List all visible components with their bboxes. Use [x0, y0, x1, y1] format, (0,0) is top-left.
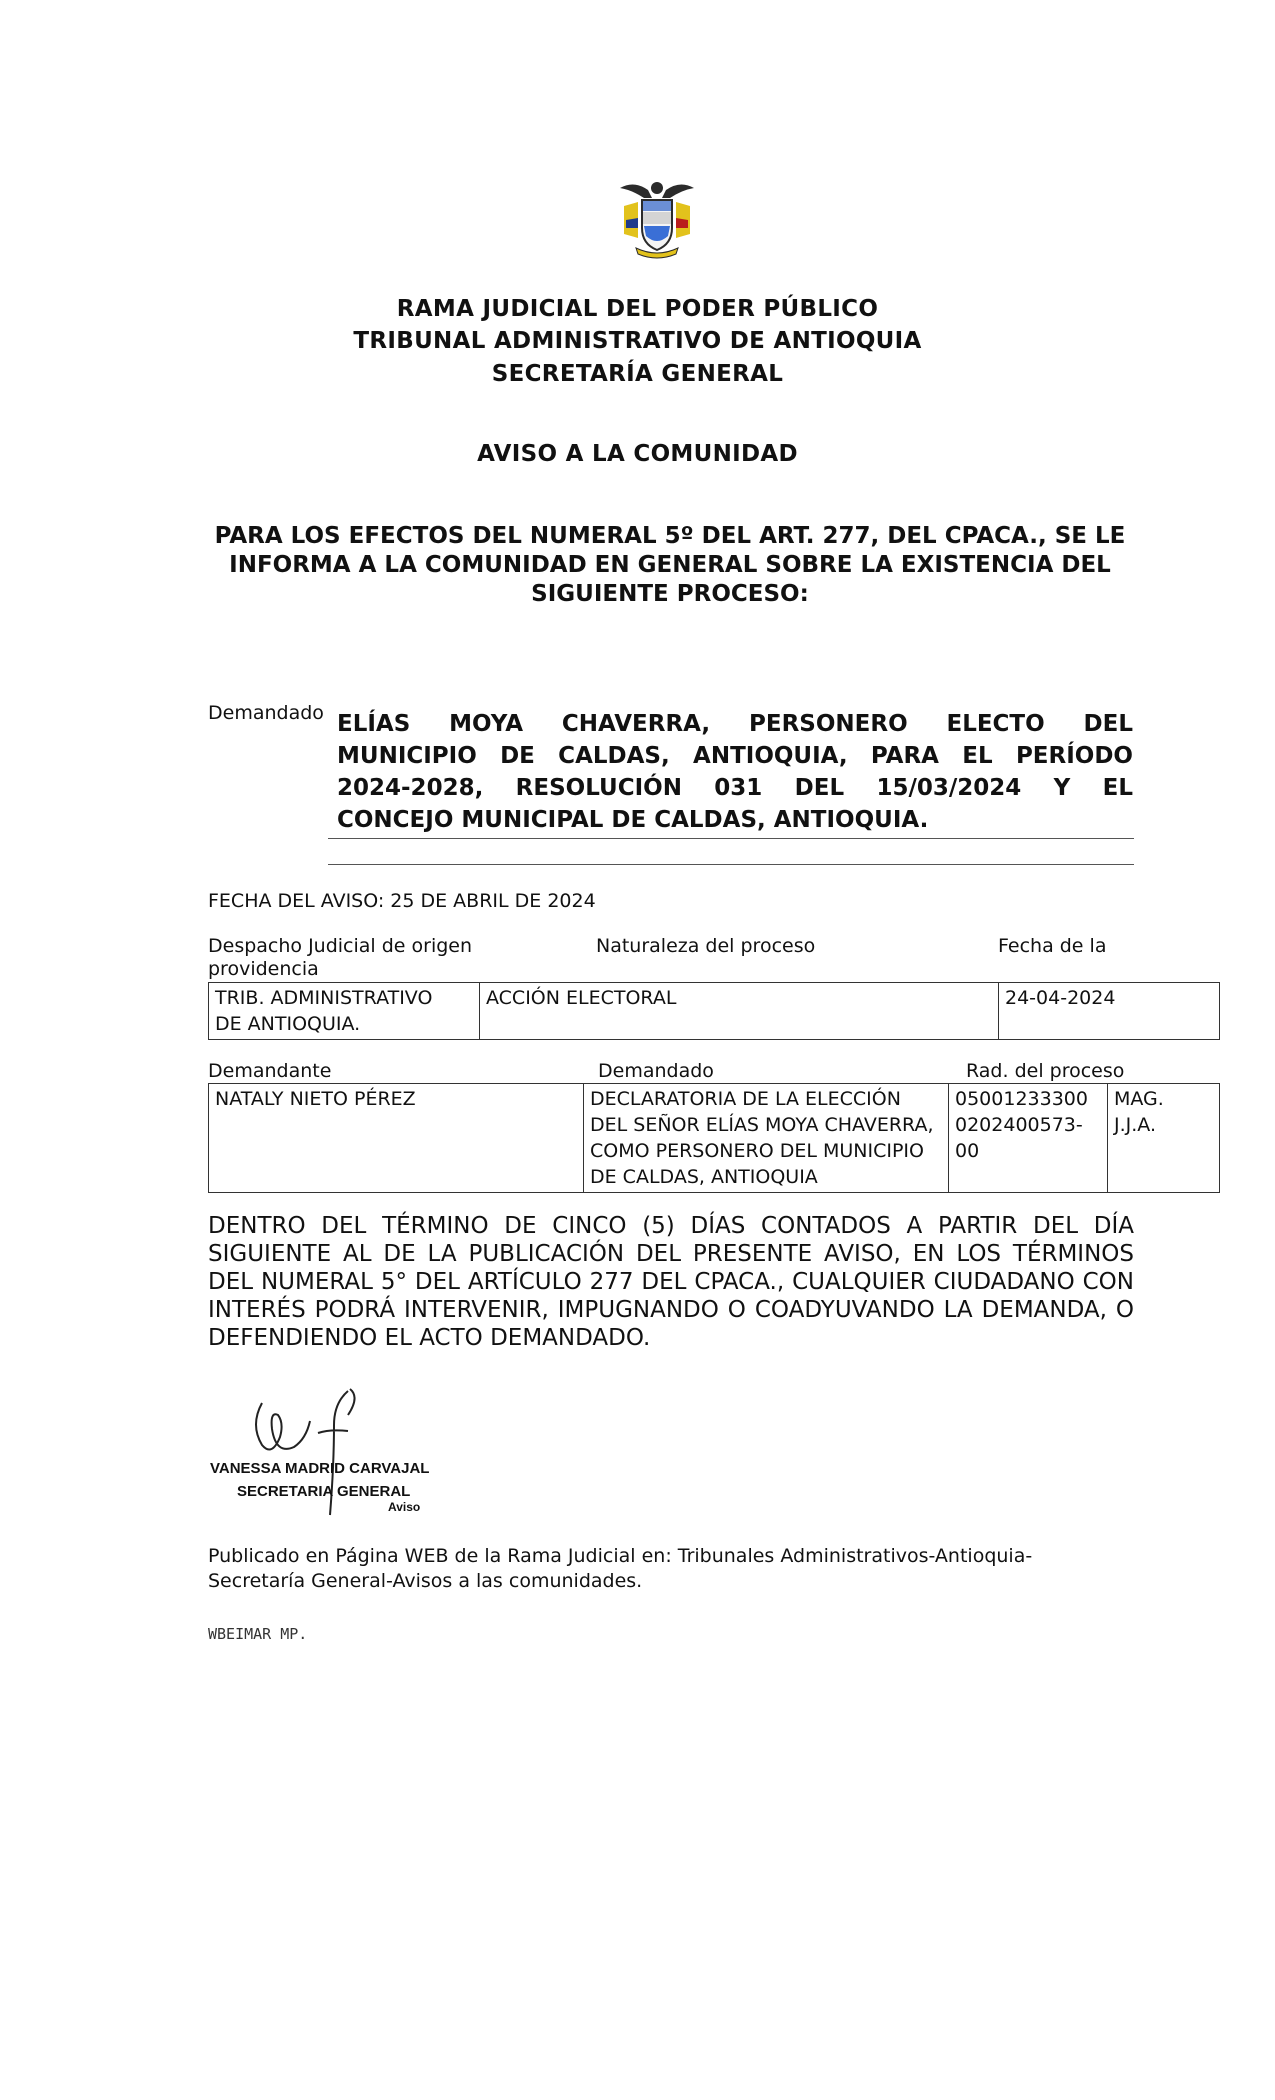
body-paragraph: DENTRO DEL TÉRMINO DE CINCO (5) DÍAS CONTADOS A PARTIR DEL DÍA SIGUIENTE AL DE LA PUBLICACIÓN DEL PRESENTE AVISO, EN LOS TÉRMINOS DEL NUMERAL 5° DEL ARTÍCULO 277 DEL CPACA., CUALQUIER CIUDADANO CON INTERÉS PODRÁ INTERVENIR, IMPUGNANDO O COADYUVANDO LA DEMANDA, O DEFENDIENDO EL ACTO DEMANDADO. — [208, 1213, 1134, 1351]
notice-line-1: PARA LOS EFECTOS DEL NUMERAL 5º DEL ART. 277, DEL CPACA., SE LE — [214, 523, 1126, 549]
cell-rad — [949, 1084, 1108, 1193]
cell-text: DE CALDAS, ANTIOQUIA — [590, 1166, 818, 1188]
cell-text: COMO PERSONERO DEL MUNICIPIO — [590, 1140, 924, 1162]
cell-text: DECLARATORIA DE LA ELECCIÓN — [590, 1088, 901, 1110]
cell-fecha: 24-04-2024 — [999, 983, 1220, 1040]
cell-text: TRIB. ADMINISTRATIVO — [215, 987, 433, 1009]
table-row — [209, 1084, 1220, 1193]
header-line-3: SECRETARÍA GENERAL — [491, 361, 784, 387]
cell-text: MAG. — [1114, 1088, 1164, 1110]
notice-line-2: INFORMA A LA COMUNIDAD EN GENERAL SOBRE LA EXISTENCIA DEL — [229, 552, 1111, 578]
process-table-1 — [208, 982, 1220, 1040]
header-rad: Rad. del proceso — [966, 1060, 1125, 1082]
cell-magistrado — [1108, 1084, 1220, 1193]
demandado-line-1: ELÍAS MOYA CHAVERRA, PERSONERO ELECTO DEL — [337, 711, 1133, 737]
divider — [328, 838, 1134, 839]
table-row — [209, 983, 1220, 1040]
demandado-text — [337, 708, 1133, 836]
demandado-line-3: 2024-2028, RESOLUCIÓN 031 DEL 15/03/2024 Y EL — [337, 775, 1133, 801]
signer-name: VANESSA MADRID CARVAJAL — [210, 1460, 430, 1477]
notice-title: AVISO A LA COMUNIDAD — [477, 441, 798, 467]
demandado-label: Demandado — [208, 702, 324, 724]
cell-text: J.J.A. — [1114, 1114, 1156, 1136]
coat-of-arms-icon — [614, 176, 700, 260]
cell-text: DEL SEÑOR ELÍAS MOYA CHAVERRA, — [590, 1114, 934, 1136]
header-line-2: TRIBUNAL ADMINISTRATIVO DE ANTIOQUIA — [353, 328, 922, 354]
header-fecha: Fecha de la — [998, 935, 1107, 957]
publication-line-1: Publicado en Página WEB de la Rama Judicial en: Tribunales Administrativos-Antioquia- — [208, 1545, 1033, 1567]
publication-note — [208, 1544, 1088, 1594]
cell-demandante: NATALY NIETO PÉREZ — [209, 1084, 584, 1193]
cell-demandado — [584, 1084, 949, 1193]
cell-text: DE ANTIOQUIA. — [215, 1013, 361, 1035]
cell-text: 05001233300 — [955, 1088, 1088, 1110]
signature-note: Aviso — [388, 1500, 421, 1514]
demandado-line-4: CONCEJO MUNICIPAL DE CALDAS, ANTIOQUIA. — [337, 807, 929, 833]
header-despacho: Despacho Judicial de origen — [208, 935, 473, 957]
header-naturaleza: Naturaleza del proceso — [596, 935, 816, 957]
header-despacho-cont: providencia — [208, 958, 319, 980]
header-demandante: Demandante — [208, 1060, 332, 1082]
notice-paragraph — [205, 522, 1135, 609]
cell-text: 0202400573- — [955, 1114, 1083, 1136]
header-line-1: RAMA JUDICIAL DEL PODER PÚBLICO — [396, 296, 879, 322]
process-table-2 — [208, 1083, 1220, 1193]
cell-naturaleza: ACCIÓN ELECTORAL — [480, 983, 999, 1040]
footer-initials: WBEIMAR MP. — [208, 1625, 308, 1643]
publication-line-2: Secretaría General-Avisos a las comunidades. — [208, 1570, 643, 1592]
notice-line-3: SIGUIENTE PROCESO: — [531, 581, 809, 607]
signer-role: SECRETARIA GENERAL — [237, 1483, 411, 1500]
divider — [328, 864, 1134, 865]
demandado-line-2: MUNICIPIO DE CALDAS, ANTIOQUIA, PARA EL PERÍODO — [337, 743, 1133, 769]
cell-despacho — [209, 983, 480, 1040]
cell-text: 00 — [955, 1140, 980, 1162]
header-demandado: Demandado — [598, 1060, 714, 1082]
fecha-aviso: FECHA DEL AVISO: 25 DE ABRIL DE 2024 — [208, 890, 596, 912]
